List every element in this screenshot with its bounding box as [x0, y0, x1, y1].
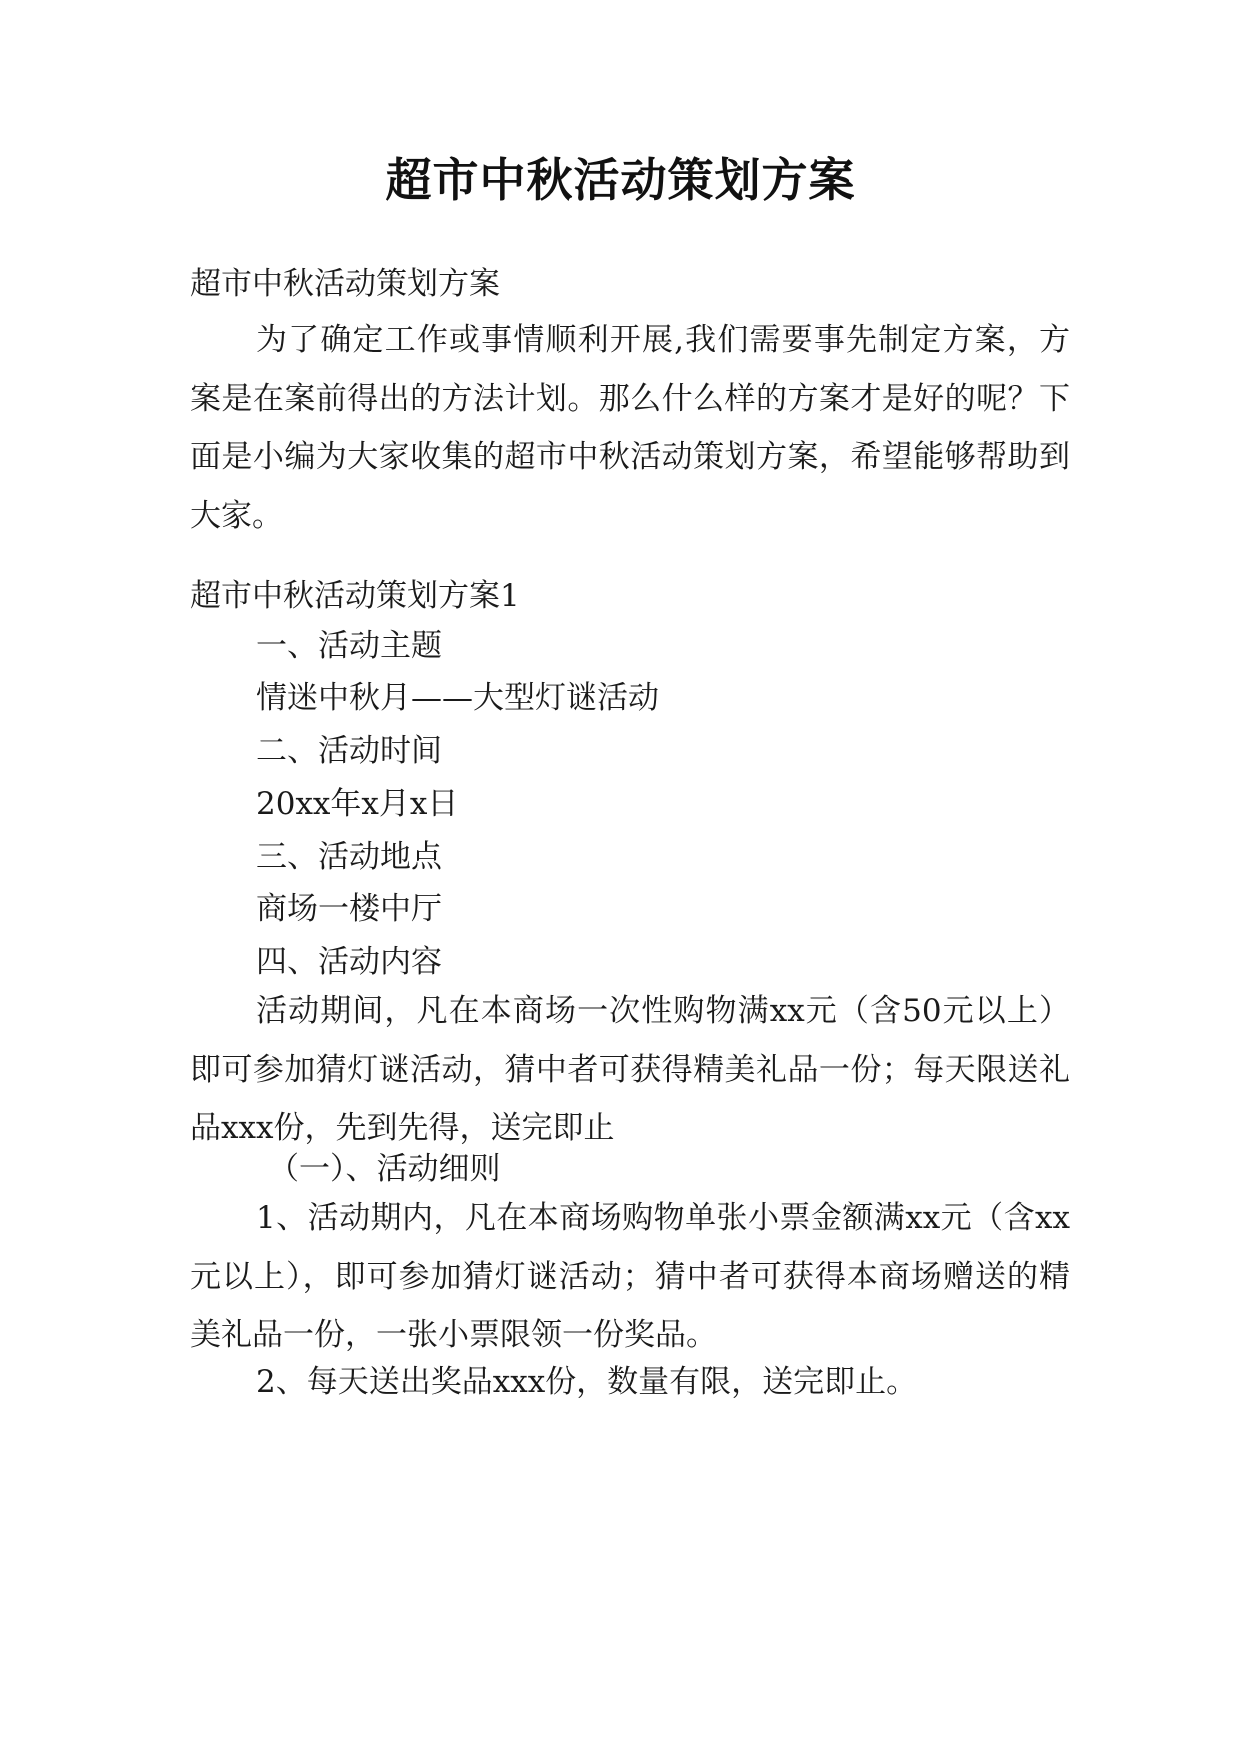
rule-1-paragraph: 1、活动期内，凡在本商场购物单张小票金额满xx元（含xx元以上），即可参加猜灯谜活动；猜中者可获得本商场赠送的精美礼品一份，一张小票限领一份奖品。	[190, 1200, 1070, 1353]
document-subtitle: 超市中秋活动策划方案	[190, 266, 500, 302]
theme-heading: 一、活动主题	[256, 628, 442, 664]
place-text: 商场一楼中厅	[256, 891, 442, 927]
rule-2-paragraph: 2、每天送出奖品xxx份，数量有限，送完即止。	[256, 1364, 918, 1400]
content-paragraph: 活动期间，凡在本商场一次性购物满xx元（含50元以上）即可参加猜灯谜活动，猜中者可获得精美礼品一份；每天限送礼品xxx份，先到先得，送完即止	[190, 993, 1070, 1146]
intro-paragraph: 为了确定工作或事情顺利开展,我们需要事先制定方案，方案是在案前得出的方法计划。那么什么样的方案才是好的呢？下面是小编为大家收集的超市中秋活动策划方案，希望能够帮助到大家。	[190, 322, 1070, 534]
section-heading: 超市中秋活动策划方案1	[190, 578, 520, 614]
document-title: 超市中秋活动策划方案	[385, 153, 856, 207]
time-text: 20xx年x月x日	[256, 786, 459, 822]
content-heading: 四、活动内容	[256, 944, 442, 980]
theme-text: 情迷中秋月——大型灯谜活动	[256, 680, 659, 716]
time-heading: 二、活动时间	[256, 733, 442, 769]
rules-heading: （一）、活动细则	[268, 1151, 501, 1187]
place-heading: 三、活动地点	[256, 839, 442, 875]
